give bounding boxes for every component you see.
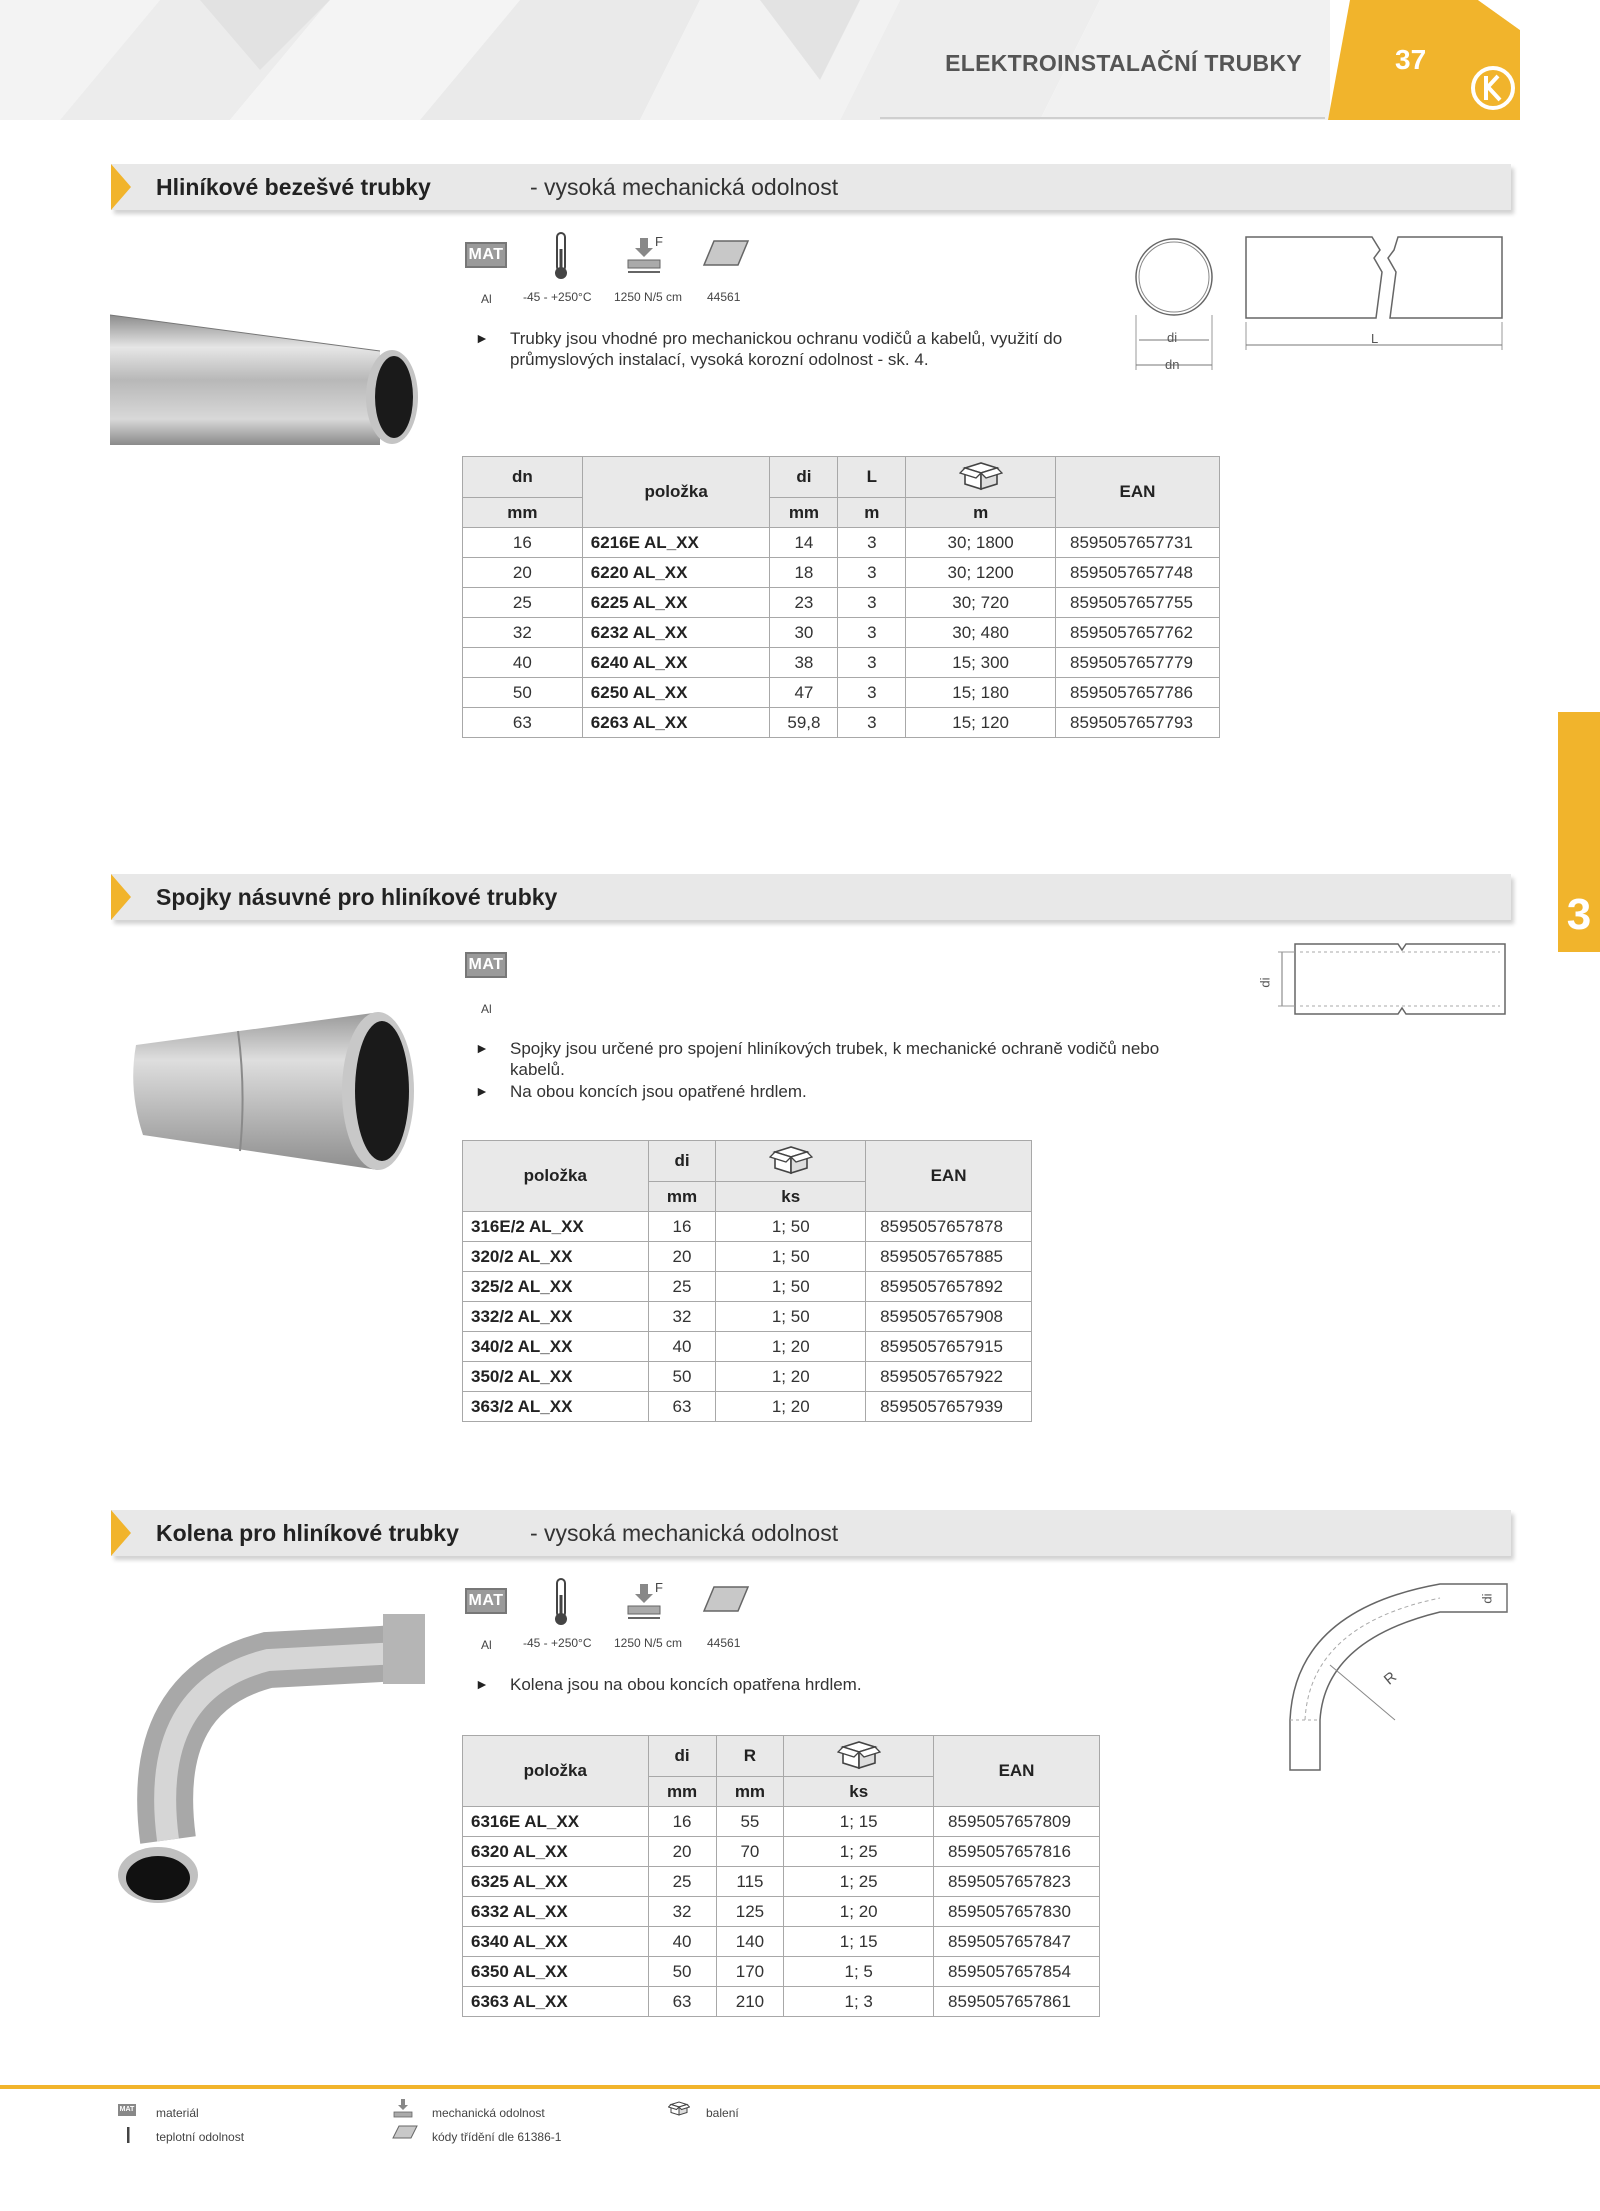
table-cell: 3 xyxy=(838,708,906,738)
section-title: Spojky násuvné pro hliníkové trubky xyxy=(156,884,558,910)
table-cell: 115 xyxy=(716,1867,784,1897)
force-value-label: 1250 N/5 cm xyxy=(614,290,683,304)
table-cell: 1; 50 xyxy=(716,1212,866,1242)
classification-code-icon xyxy=(702,238,750,268)
table-cell: 6225 AL_XX xyxy=(582,588,770,618)
table-cell: 332/2 AL_XX xyxy=(463,1302,649,1332)
table-cell: 316E/2 AL_XX xyxy=(463,1212,649,1242)
table-row xyxy=(463,528,1220,558)
description-bullet xyxy=(475,1038,1190,1080)
page-number: 37 xyxy=(1395,44,1427,75)
code-label: 44561 xyxy=(707,290,741,304)
box-icon xyxy=(837,1738,881,1770)
thermometer-icon xyxy=(124,2126,132,2144)
mat-icon: MAT xyxy=(118,2104,136,2116)
table-cell: 30; 1200 xyxy=(906,558,1056,588)
table-cell: 8595057657793 xyxy=(1056,708,1220,738)
unit-packaging: ks xyxy=(716,1182,866,1212)
unit-packaging: m xyxy=(906,498,1056,528)
table-cell: 325/2 AL_XX xyxy=(463,1272,649,1302)
mat-icon: MAT xyxy=(465,242,507,268)
table-cell: 30 xyxy=(770,618,838,648)
table-cell: 210 xyxy=(716,1987,784,2017)
unit-radius: mm xyxy=(716,1777,784,1807)
table-cell: 1; 15 xyxy=(784,1927,934,1957)
bullet-text: Na obou koncích jsou opatřené hrdlem. xyxy=(510,1082,807,1101)
table-row xyxy=(463,1302,1032,1332)
table-cell: 350/2 AL_XX xyxy=(463,1362,649,1392)
aluminium-tube-photo xyxy=(110,305,420,445)
bullet-text: Trubky jsou vhodné pro mechanickou ochranu vodičů a kabelů, využití do průmyslových instalací, vysoká korozní odolnost - sk. 4. xyxy=(510,329,1063,369)
thermometer-icon xyxy=(551,231,571,281)
table-cell: 3 xyxy=(838,528,906,558)
table-cell: 25 xyxy=(648,1272,716,1302)
table-row xyxy=(463,1837,1100,1867)
coupling-photo xyxy=(128,1005,418,1177)
col-ean: EAN xyxy=(1056,457,1220,528)
legend-codes: kódy třídění dle 61386-1 xyxy=(432,2130,562,2144)
col-packaging xyxy=(784,1736,934,1777)
footer-divider xyxy=(0,2085,1600,2089)
di-label: di xyxy=(1257,977,1273,988)
table-cell: 8595057657762 xyxy=(1056,618,1220,648)
table-cell: 32 xyxy=(648,1302,716,1332)
table-cell: 63 xyxy=(648,1392,716,1422)
table-row xyxy=(463,558,1220,588)
col-packaging xyxy=(906,457,1056,498)
table-row xyxy=(463,1242,1032,1272)
box-icon xyxy=(769,1143,813,1175)
legend-temperature: teplotní odolnost xyxy=(156,2130,245,2144)
product-table xyxy=(462,456,1220,738)
table-cell: 30; 720 xyxy=(906,588,1056,618)
table-cell: 8595057657908 xyxy=(866,1302,1032,1332)
table-row xyxy=(463,648,1220,678)
table-cell: 1; 25 xyxy=(784,1837,934,1867)
col-di: di xyxy=(648,1736,716,1777)
mat-icon: MAT xyxy=(465,952,507,978)
col-length: L xyxy=(838,457,906,498)
description-bullet xyxy=(475,328,1110,370)
table-cell: 8595057657892 xyxy=(866,1272,1032,1302)
table-cell: 1; 50 xyxy=(716,1302,866,1332)
force-label: F xyxy=(655,1580,663,1595)
table-cell: 320/2 AL_XX xyxy=(463,1242,649,1272)
table-cell: 6240 AL_XX xyxy=(582,648,770,678)
table-cell: 6340 AL_XX xyxy=(463,1927,649,1957)
coupling-diagram xyxy=(1250,938,1510,1018)
table-row xyxy=(463,708,1220,738)
product-table xyxy=(462,1140,1032,1422)
table-row xyxy=(463,678,1220,708)
table-cell: 363/2 AL_XX xyxy=(463,1392,649,1422)
table-cell: 8595057657755 xyxy=(1056,588,1220,618)
col-item: položka xyxy=(582,457,770,528)
table-cell: 20 xyxy=(648,1242,716,1272)
table-cell: 6363 AL_XX xyxy=(463,1987,649,2017)
unit-packaging: ks xyxy=(784,1777,934,1807)
col-dn: dn xyxy=(463,457,583,498)
unit-length: m xyxy=(838,498,906,528)
table-cell: 25 xyxy=(648,1867,716,1897)
table-cell: 1; 20 xyxy=(716,1392,866,1422)
table-cell: 6350 AL_XX xyxy=(463,1957,649,1987)
table-cell: 8595057657809 xyxy=(934,1807,1100,1837)
col-packaging xyxy=(716,1141,866,1182)
section-title: Hliníkové bezešvé trubky xyxy=(156,174,431,200)
col-radius: R xyxy=(716,1736,784,1777)
force-value-label: 1250 N/5 cm xyxy=(614,1636,683,1650)
bullet-text: Kolena jsou na obou koncích opatřena hrdlem. xyxy=(510,1675,862,1694)
table-cell: 59,8 xyxy=(770,708,838,738)
table-row xyxy=(463,1867,1100,1897)
table-cell: 1; 25 xyxy=(784,1867,934,1897)
table-cell: 50 xyxy=(648,1362,716,1392)
table-cell: 16 xyxy=(648,1807,716,1837)
box-icon xyxy=(668,2099,690,2117)
table-row xyxy=(463,588,1220,618)
table-cell: 15; 180 xyxy=(906,678,1056,708)
table-row xyxy=(463,1987,1100,2017)
table-cell: 47 xyxy=(770,678,838,708)
table-cell: 50 xyxy=(648,1957,716,1987)
legend-packaging: balení xyxy=(706,2106,739,2120)
unit-di: mm xyxy=(648,1182,716,1212)
table-cell: 6320 AL_XX xyxy=(463,1837,649,1867)
col-ean: EAN xyxy=(934,1736,1100,1807)
table-cell: 30; 1800 xyxy=(906,528,1056,558)
unit-dn: mm xyxy=(463,498,583,528)
table-cell: 38 xyxy=(770,648,838,678)
classification-code-icon xyxy=(702,1584,750,1614)
mechanical-force-icon xyxy=(392,2098,416,2120)
description-bullet xyxy=(475,1674,1110,1695)
length-label: L xyxy=(1371,331,1379,346)
table-cell: 3 xyxy=(838,558,906,588)
table-cell: 18 xyxy=(770,558,838,588)
di-label: di xyxy=(1167,330,1178,345)
table-cell: 3 xyxy=(838,618,906,648)
table-row xyxy=(463,1927,1100,1957)
table-row xyxy=(463,1957,1100,1987)
code-label: 44561 xyxy=(707,1636,741,1650)
table-cell: 1; 20 xyxy=(784,1897,934,1927)
material-value: Al xyxy=(481,292,492,306)
table-cell: 70 xyxy=(716,1837,784,1867)
table-cell: 6250 AL_XX xyxy=(582,678,770,708)
description-bullet xyxy=(475,1081,1190,1102)
bullet-arrow-icon: ► xyxy=(475,1083,489,1099)
table-cell: 8595057657915 xyxy=(866,1332,1032,1362)
table-cell: 125 xyxy=(716,1897,784,1927)
table-cell: 16 xyxy=(463,528,583,558)
section-title: Kolena pro hliníkové trubky xyxy=(156,1520,459,1546)
table-cell: 8595057657861 xyxy=(934,1987,1100,2017)
table-cell: 55 xyxy=(716,1807,784,1837)
table-cell: 8595057657823 xyxy=(934,1867,1100,1897)
di-label: di xyxy=(1479,1593,1495,1604)
table-cell: 1; 5 xyxy=(784,1957,934,1987)
table-cell: 6325 AL_XX xyxy=(463,1867,649,1897)
col-item: položka xyxy=(463,1736,649,1807)
bullet-arrow-icon: ► xyxy=(475,1040,489,1056)
table-cell: 8595057657748 xyxy=(1056,558,1220,588)
section-subtitle: - vysoká mechanická odolnost xyxy=(530,1520,839,1546)
table-cell: 3 xyxy=(838,588,906,618)
table-cell: 340/2 AL_XX xyxy=(463,1332,649,1362)
legend-mechanical: mechanická odolnost xyxy=(432,2106,545,2120)
material-value: Al xyxy=(481,1638,492,1652)
table-cell: 8595057657816 xyxy=(934,1837,1100,1867)
table-cell: 15; 120 xyxy=(906,708,1056,738)
table-cell: 8595057657922 xyxy=(866,1362,1032,1392)
table-cell: 3 xyxy=(838,648,906,678)
table-cell: 6316E AL_XX xyxy=(463,1807,649,1837)
col-di: di xyxy=(770,457,838,498)
radius-label: R xyxy=(1380,1668,1401,1689)
table-cell: 1; 20 xyxy=(716,1332,866,1362)
mat-icon: MAT xyxy=(465,1588,507,1614)
table-cell: 8595057657847 xyxy=(934,1927,1100,1957)
k-logo-icon xyxy=(1470,65,1516,111)
table-cell: 23 xyxy=(770,588,838,618)
table-cell: 6332 AL_XX xyxy=(463,1897,649,1927)
table-cell: 1; 50 xyxy=(716,1272,866,1302)
section-arrow-icon xyxy=(111,1510,131,1556)
table-cell: 1; 20 xyxy=(716,1362,866,1392)
bullet-text: Spojky jsou určené pro spojení hliníkových trubek, k mechanické ochraně vodičů nebo kabelů. xyxy=(510,1039,1160,1079)
table-cell: 8595057657830 xyxy=(934,1897,1100,1927)
thermometer-icon xyxy=(551,1577,571,1627)
table-cell: 50 xyxy=(463,678,583,708)
chapter-number: 3 xyxy=(1566,890,1592,939)
force-label: F xyxy=(655,234,663,249)
table-cell: 15; 300 xyxy=(906,648,1056,678)
table-cell: 30; 480 xyxy=(906,618,1056,648)
table-row xyxy=(463,1897,1100,1927)
elbow-photo xyxy=(108,1600,438,1930)
table-cell: 1; 15 xyxy=(784,1807,934,1837)
table-cell: 20 xyxy=(463,558,583,588)
table-row xyxy=(463,1332,1032,1362)
temp-range-label: -45 - +250°C xyxy=(523,290,592,304)
table-cell: 14 xyxy=(770,528,838,558)
table-cell: 32 xyxy=(463,618,583,648)
table-cell: 3 xyxy=(838,678,906,708)
material-value: Al xyxy=(481,1002,492,1016)
unit-di: mm xyxy=(648,1777,716,1807)
table-cell: 20 xyxy=(648,1837,716,1867)
table-row xyxy=(463,1362,1032,1392)
table-cell: 8595057657939 xyxy=(866,1392,1032,1422)
table-cell: 25 xyxy=(463,588,583,618)
table-cell: 6232 AL_XX xyxy=(582,618,770,648)
legend-material: materiál xyxy=(156,2106,199,2120)
section-subtitle: - vysoká mechanická odolnost xyxy=(530,174,839,200)
table-row xyxy=(463,1272,1032,1302)
table-cell: 40 xyxy=(648,1332,716,1362)
unit-di: mm xyxy=(770,498,838,528)
box-icon xyxy=(959,459,1003,491)
col-ean: EAN xyxy=(866,1141,1032,1212)
table-row xyxy=(463,1212,1032,1242)
table-cell: 8595057657854 xyxy=(934,1957,1100,1987)
table-cell: 32 xyxy=(648,1897,716,1927)
section-arrow-icon xyxy=(111,874,131,920)
table-cell: 1; 50 xyxy=(716,1242,866,1272)
table-cell: 40 xyxy=(648,1927,716,1957)
table-cell: 170 xyxy=(716,1957,784,1987)
table-cell: 6263 AL_XX xyxy=(582,708,770,738)
table-row xyxy=(463,1392,1032,1422)
table-cell: 6220 AL_XX xyxy=(582,558,770,588)
table-cell: 1; 3 xyxy=(784,1987,934,2017)
table-cell: 63 xyxy=(463,708,583,738)
table-cell: 140 xyxy=(716,1927,784,1957)
header-title: ELEKTROINSTALAČNÍ TRUBKY xyxy=(945,50,1302,76)
table-cell: 8595057657786 xyxy=(1056,678,1220,708)
temp-range-label: -45 - +250°C xyxy=(523,1636,592,1650)
table-cell: 40 xyxy=(463,648,583,678)
table-cell: 8595057657885 xyxy=(866,1242,1032,1272)
product-table xyxy=(462,1735,1100,2017)
bullet-arrow-icon: ► xyxy=(475,330,489,346)
table-row xyxy=(463,618,1220,648)
bullet-arrow-icon: ► xyxy=(475,1676,489,1692)
table-cell: 16 xyxy=(648,1212,716,1242)
table-cell: 8595057657779 xyxy=(1056,648,1220,678)
section-arrow-icon xyxy=(111,164,131,210)
col-di: di xyxy=(648,1141,716,1182)
table-cell: 8595057657878 xyxy=(866,1212,1032,1242)
table-cell: 6216E AL_XX xyxy=(582,528,770,558)
table-row xyxy=(463,1807,1100,1837)
table-cell: 8595057657731 xyxy=(1056,528,1220,558)
dn-label: dn xyxy=(1165,357,1180,372)
col-item: položka xyxy=(463,1141,649,1212)
table-cell: 63 xyxy=(648,1987,716,2017)
classification-code-icon xyxy=(392,2124,418,2140)
